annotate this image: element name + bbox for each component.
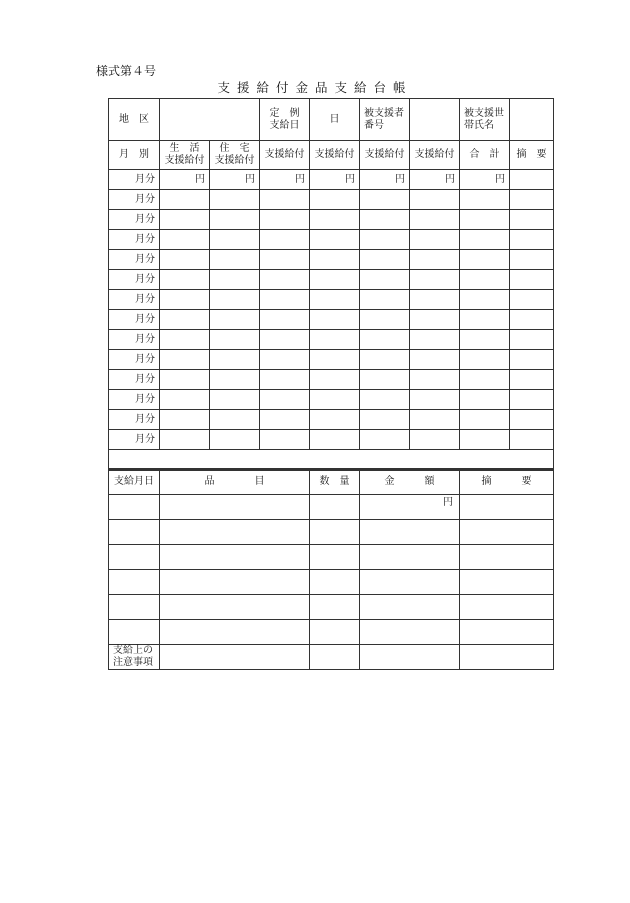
amount-cell[interactable] — [310, 430, 360, 450]
amount-cell[interactable] — [260, 270, 310, 290]
amount-cell[interactable] — [160, 210, 210, 230]
month-row — [109, 190, 554, 210]
yen-unit[interactable]: 円 — [260, 170, 310, 190]
items-table — [108, 469, 554, 670]
remarks-header: 摘 要 — [460, 470, 554, 495]
item-row — [109, 520, 554, 545]
amount-cell[interactable] — [360, 310, 410, 330]
amount-cell[interactable] — [360, 250, 410, 270]
household-name-label-line2: 帯氏名 — [464, 119, 494, 131]
pay-month-cell[interactable] — [109, 545, 160, 570]
amount-cell[interactable] — [410, 230, 460, 250]
support-header: 支援給付 — [310, 141, 360, 170]
amount-cell[interactable] — [260, 410, 310, 430]
notes-label-line2: 注意事項 — [113, 657, 153, 668]
amount-cell[interactable] — [410, 210, 460, 230]
district-label: 地 区 — [109, 99, 160, 141]
yen-unit[interactable]: 円 — [310, 170, 360, 190]
month-cell: 月分 — [109, 410, 160, 430]
amount-cell[interactable] — [410, 370, 460, 390]
amount-cell[interactable] — [160, 230, 210, 250]
month-row — [109, 270, 554, 290]
item-row — [109, 545, 554, 570]
remarks-cell[interactable] — [510, 370, 554, 390]
month-row — [109, 330, 554, 350]
form-number: 様式第４号 — [96, 64, 157, 78]
amount-cell[interactable] — [460, 190, 510, 210]
pay-month-cell[interactable] — [109, 520, 160, 545]
amount-cell[interactable] — [310, 230, 360, 250]
amount-cell[interactable] — [310, 210, 360, 230]
item-cell[interactable] — [160, 595, 310, 620]
blank-separator-row — [109, 450, 554, 470]
notes-label — [109, 645, 160, 670]
quantity-header: 数 量 — [310, 470, 360, 495]
month-row — [109, 230, 554, 250]
regular-payday-label-line1: 定 例 — [269, 107, 300, 119]
quantity-cell[interactable] — [310, 545, 360, 570]
amount-cell[interactable] — [310, 190, 360, 210]
amount-cell[interactable] — [460, 250, 510, 270]
notes-field[interactable] — [360, 645, 460, 670]
amount-cell[interactable] — [360, 230, 410, 250]
item-cell[interactable] — [160, 545, 310, 570]
amount-cell[interactable] — [210, 190, 260, 210]
item-header: 品 目 — [160, 470, 310, 495]
remarks-header: 摘 要 — [510, 141, 554, 170]
amount-cell[interactable] — [160, 270, 210, 290]
quantity-cell[interactable] — [310, 520, 360, 545]
living-support-header-line2: 支援給付 — [164, 155, 205, 166]
recipient-number-label-line1: 被支援者 — [364, 107, 404, 119]
amount-cell[interactable] — [360, 350, 410, 370]
amount-cell[interactable] — [360, 330, 410, 350]
notes-field[interactable] — [460, 645, 554, 670]
month-cell: 月分 — [109, 210, 160, 230]
quantity-cell[interactable] — [310, 570, 360, 595]
household-name-label — [460, 99, 510, 141]
remarks-cell[interactable] — [510, 250, 554, 270]
amount-cell[interactable] — [410, 390, 460, 410]
payday-day-label: 日 — [310, 99, 360, 141]
amount-cell[interactable] — [210, 410, 260, 430]
amount-cell[interactable] — [210, 330, 260, 350]
blank-row — [109, 450, 554, 470]
remarks-cell[interactable] — [510, 170, 554, 190]
amount-cell[interactable] — [460, 390, 510, 410]
amount-cell[interactable] — [410, 430, 460, 450]
regular-payday-label — [260, 99, 310, 141]
item-cell[interactable] — [160, 520, 310, 545]
amount-cell[interactable] — [210, 210, 260, 230]
month-row — [109, 370, 554, 390]
month-cell: 月分 — [109, 230, 160, 250]
column-header-row — [109, 141, 554, 170]
amount-cell[interactable] — [260, 430, 310, 450]
month-cell: 月分 — [109, 430, 160, 450]
item-cell[interactable] — [160, 495, 310, 520]
month-cell: 月分 — [109, 190, 160, 210]
amount-cell[interactable] — [460, 210, 510, 230]
amount-cell[interactable] — [360, 210, 410, 230]
support-header: 支援給付 — [410, 141, 460, 170]
regular-payday-label-line2: 支給日 — [269, 119, 300, 131]
yen-unit[interactable]: 円 — [210, 170, 260, 190]
remarks-cell[interactable] — [510, 350, 554, 370]
amount-cell[interactable] — [210, 250, 260, 270]
amount-cell[interactable] — [160, 430, 210, 450]
amount-cell[interactable] — [210, 390, 260, 410]
amount-cell[interactable] — [260, 290, 310, 310]
form-title: 支援給付金品支給台帳 — [217, 80, 413, 95]
amount-cell[interactable] — [310, 330, 360, 350]
remarks-cell[interactable] — [510, 410, 554, 430]
amount-cell[interactable] — [460, 430, 510, 450]
amount-cell[interactable] — [360, 520, 460, 545]
amount-cell[interactable] — [410, 250, 460, 270]
housing-support-header-line2: 支援給付 — [214, 155, 255, 166]
month-cell: 月分 — [109, 250, 160, 270]
item-row — [109, 620, 554, 645]
amount-cell[interactable] — [210, 350, 260, 370]
remarks-cell[interactable] — [510, 210, 554, 230]
month-row — [109, 390, 554, 410]
amount-cell[interactable] — [310, 390, 360, 410]
remarks-cell[interactable] — [510, 270, 554, 290]
pay-month-cell[interactable] — [109, 570, 160, 595]
remarks-cell[interactable] — [460, 620, 554, 645]
amount-cell[interactable] — [360, 190, 410, 210]
month-cell: 月分 — [109, 310, 160, 330]
amount-cell[interactable] — [460, 290, 510, 310]
amount-cell[interactable] — [460, 350, 510, 370]
amount-cell[interactable] — [160, 390, 210, 410]
amount-cell[interactable] — [460, 270, 510, 290]
amount-cell[interactable] — [210, 270, 260, 290]
amount-cell[interactable] — [160, 290, 210, 310]
amount-cell[interactable] — [260, 390, 310, 410]
amount-header: 金 額 — [360, 470, 460, 495]
district-field[interactable] — [160, 99, 260, 141]
amount-cell[interactable] — [460, 410, 510, 430]
amount-cell[interactable] — [260, 250, 310, 270]
month-row — [109, 350, 554, 370]
item-row — [109, 495, 554, 520]
living-support-header-line1: 生 活 — [169, 143, 200, 154]
amount-cell[interactable] — [210, 430, 260, 450]
amount-cell[interactable] — [360, 595, 460, 620]
pay-month-header: 支給月日 — [109, 470, 160, 495]
recipient-number-label — [360, 99, 410, 141]
housing-support-header — [210, 141, 260, 170]
amount-cell[interactable] — [310, 290, 360, 310]
notes-row — [109, 645, 554, 670]
amount-cell[interactable] — [410, 310, 460, 330]
month-column-header: 月 別 — [109, 141, 160, 170]
amount-cell[interactable] — [410, 290, 460, 310]
pay-month-cell[interactable] — [109, 595, 160, 620]
amount-cell[interactable] — [310, 310, 360, 330]
pay-month-cell[interactable] — [109, 495, 160, 520]
recipient-number-field[interactable] — [410, 99, 460, 141]
amount-cell[interactable] — [160, 410, 210, 430]
notes-field[interactable] — [310, 645, 360, 670]
amount-cell[interactable] — [460, 310, 510, 330]
amount-cell[interactable] — [360, 290, 410, 310]
month-row — [109, 430, 554, 450]
amount-cell[interactable] — [410, 330, 460, 350]
living-support-header — [160, 141, 210, 170]
amount-cell[interactable] — [310, 270, 360, 290]
amount-cell[interactable] — [410, 190, 460, 210]
amount-cell[interactable] — [360, 390, 410, 410]
notes-label-line1: 支給上の — [113, 645, 153, 656]
amount-cell[interactable] — [210, 310, 260, 330]
support-header: 支援給付 — [260, 141, 310, 170]
amount-cell[interactable] — [260, 350, 310, 370]
remarks-cell[interactable] — [460, 545, 554, 570]
month-row — [109, 170, 554, 190]
amount-cell[interactable] — [260, 210, 310, 230]
item-row — [109, 570, 554, 595]
amount-cell[interactable] — [360, 370, 410, 390]
item-row — [109, 595, 554, 620]
total-header: 合 計 — [460, 141, 510, 170]
month-cell: 月分 — [109, 270, 160, 290]
amount-cell[interactable] — [260, 230, 310, 250]
amount-cell[interactable] — [160, 250, 210, 270]
month-row — [109, 290, 554, 310]
quantity-cell[interactable] — [310, 495, 360, 520]
quantity-cell[interactable] — [310, 595, 360, 620]
amount-cell[interactable] — [360, 620, 460, 645]
amount-cell[interactable] — [160, 310, 210, 330]
amount-cell[interactable] — [260, 190, 310, 210]
month-cell: 月分 — [109, 390, 160, 410]
yen-unit[interactable]: 円 — [410, 170, 460, 190]
month-cell: 月分 — [109, 330, 160, 350]
amount-cell[interactable] — [160, 350, 210, 370]
item-cell[interactable] — [160, 620, 310, 645]
amount-cell[interactable] — [410, 410, 460, 430]
remarks-cell[interactable] — [510, 430, 554, 450]
remarks-cell[interactable] — [460, 595, 554, 620]
remarks-cell[interactable] — [510, 230, 554, 250]
household-name-label-line1: 被支援世 — [464, 107, 504, 119]
housing-support-header-line1: 住 宅 — [219, 143, 250, 154]
quantity-cell[interactable] — [310, 620, 360, 645]
amount-cell[interactable] — [160, 190, 210, 210]
header-info-row — [109, 99, 554, 141]
amount-cell[interactable] — [460, 370, 510, 390]
amount-cell[interactable] — [310, 350, 360, 370]
amount-cell[interactable] — [360, 430, 410, 450]
amount-cell[interactable] — [360, 410, 410, 430]
amount-cell[interactable] — [410, 270, 460, 290]
items-header-row — [109, 470, 554, 495]
month-row — [109, 410, 554, 430]
amount-cell[interactable] — [310, 370, 360, 390]
amount-cell[interactable] — [410, 350, 460, 370]
amount-cell[interactable] — [460, 330, 510, 350]
month-cell: 月分 — [109, 290, 160, 310]
remarks-cell[interactable] — [460, 495, 554, 520]
amount-cell[interactable] — [310, 410, 360, 430]
remarks-cell[interactable] — [460, 520, 554, 545]
amount-cell[interactable] — [210, 290, 260, 310]
remarks-cell[interactable] — [510, 190, 554, 210]
amount-cell[interactable] — [310, 250, 360, 270]
amount-cell[interactable] — [160, 330, 210, 350]
monthly-payment-table — [108, 98, 554, 471]
notes-field[interactable] — [160, 645, 310, 670]
amount-cell[interactable] — [260, 370, 310, 390]
remarks-cell[interactable] — [510, 330, 554, 350]
support-header: 支援給付 — [360, 141, 410, 170]
yen-unit[interactable]: 円 — [460, 170, 510, 190]
remarks-cell[interactable] — [510, 390, 554, 410]
amount-cell[interactable] — [210, 370, 260, 390]
yen-unit[interactable]: 円 — [160, 170, 210, 190]
item-cell[interactable] — [160, 570, 310, 595]
amount-cell[interactable] — [210, 230, 260, 250]
amount-cell[interactable] — [460, 230, 510, 250]
month-cell: 月分 — [109, 370, 160, 390]
remarks-cell[interactable] — [460, 570, 554, 595]
remarks-cell[interactable] — [510, 290, 554, 310]
yen-unit[interactable]: 円 — [360, 495, 460, 520]
month-row — [109, 310, 554, 330]
amount-cell[interactable] — [360, 545, 460, 570]
pay-month-cell[interactable] — [109, 620, 160, 645]
amount-cell[interactable] — [360, 270, 410, 290]
remarks-cell[interactable] — [510, 310, 554, 330]
month-cell: 月分 — [109, 170, 160, 190]
month-row — [109, 210, 554, 230]
amount-cell[interactable] — [260, 310, 310, 330]
recipient-number-label-line2: 番号 — [364, 119, 384, 131]
month-row — [109, 250, 554, 270]
amount-cell[interactable] — [260, 330, 310, 350]
amount-cell[interactable] — [160, 370, 210, 390]
amount-cell[interactable] — [360, 570, 460, 595]
month-cell: 月分 — [109, 350, 160, 370]
household-name-field[interactable] — [510, 99, 554, 141]
yen-unit[interactable]: 円 — [360, 170, 410, 190]
